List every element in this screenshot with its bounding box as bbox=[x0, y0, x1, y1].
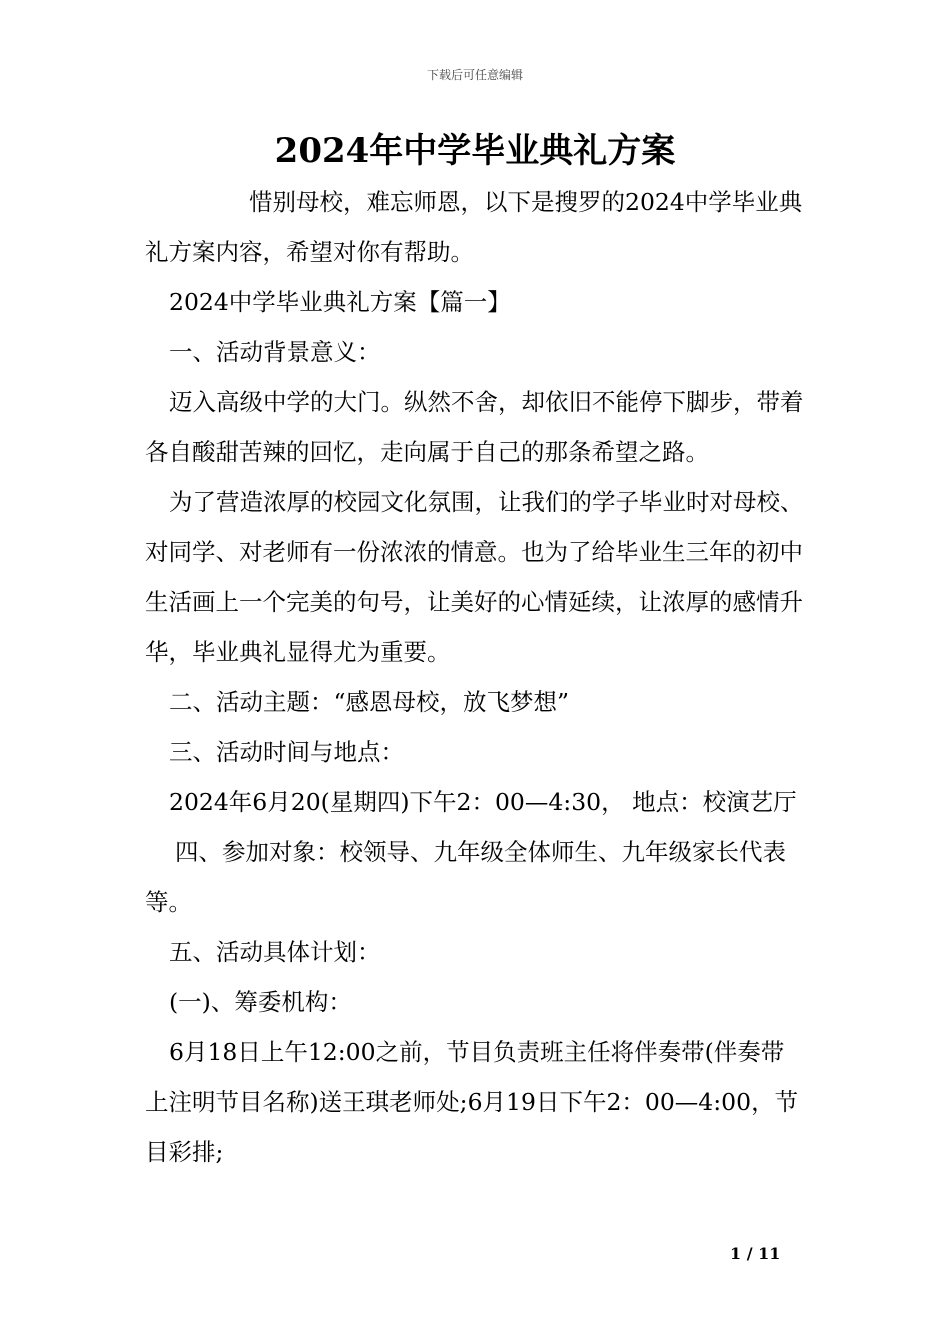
heading-background-meaning: 一、活动背景意义： bbox=[169, 338, 381, 366]
document-body bbox=[145, 177, 807, 1177]
heading-activity-theme: 二、活动主题：“感恩母校，放飞梦想” bbox=[169, 688, 570, 716]
paragraph-participants: 四、参加对象：校领导、九年级全体师生、九年级家长代表等。 bbox=[145, 838, 786, 916]
paragraph-time-location: 2024年6月20(星期四)下午2：00—4:30， 地点：校演艺厅 bbox=[169, 788, 797, 816]
page-number: 1 / 11 bbox=[730, 1244, 781, 1263]
section-heading-part-one: 2024中学毕业典礼方案【篇一】 bbox=[169, 288, 511, 316]
intro-paragraph: 惜别母校，难忘师恩，以下是搜罗的2024中学毕业典礼方案内容，希望对你有帮助。 bbox=[145, 188, 803, 266]
heading-organizing-committee: (一)、筹委机构： bbox=[169, 988, 352, 1016]
paragraph-purpose: 为了营造浓厚的校园文化氛围，让我们的学子毕业时对母校、对同学、对老师有一份浓浓的情意。也为了给毕业生三年的初中生活画上一个完美的句号，让美好的心情延续，让浓厚的感情升华，毕业典礼显得尤为重要。 bbox=[145, 488, 804, 666]
page-header-note: 下载后可任意编辑 bbox=[426, 68, 523, 82]
paragraph-schedule: 6月18日上午12:00之前，节目负责班主任将伴奏带(伴奏带上注明节目名称)送王琪老师处;6月19日下午2：00—4:00，节目彩排; bbox=[145, 1038, 799, 1166]
paragraph-background: 迈入高级中学的大门。纵然不舍，却依旧不能停下脚步，带着各自酸甜苦辣的回忆，走向属于自己的那条希望之路。 bbox=[145, 388, 804, 466]
document-title: 2024年中学毕业典礼方案 bbox=[274, 131, 676, 171]
heading-activity-plan: 五、活动具体计划： bbox=[169, 938, 381, 966]
heading-time-location: 三、活动时间与地点： bbox=[169, 738, 404, 766]
